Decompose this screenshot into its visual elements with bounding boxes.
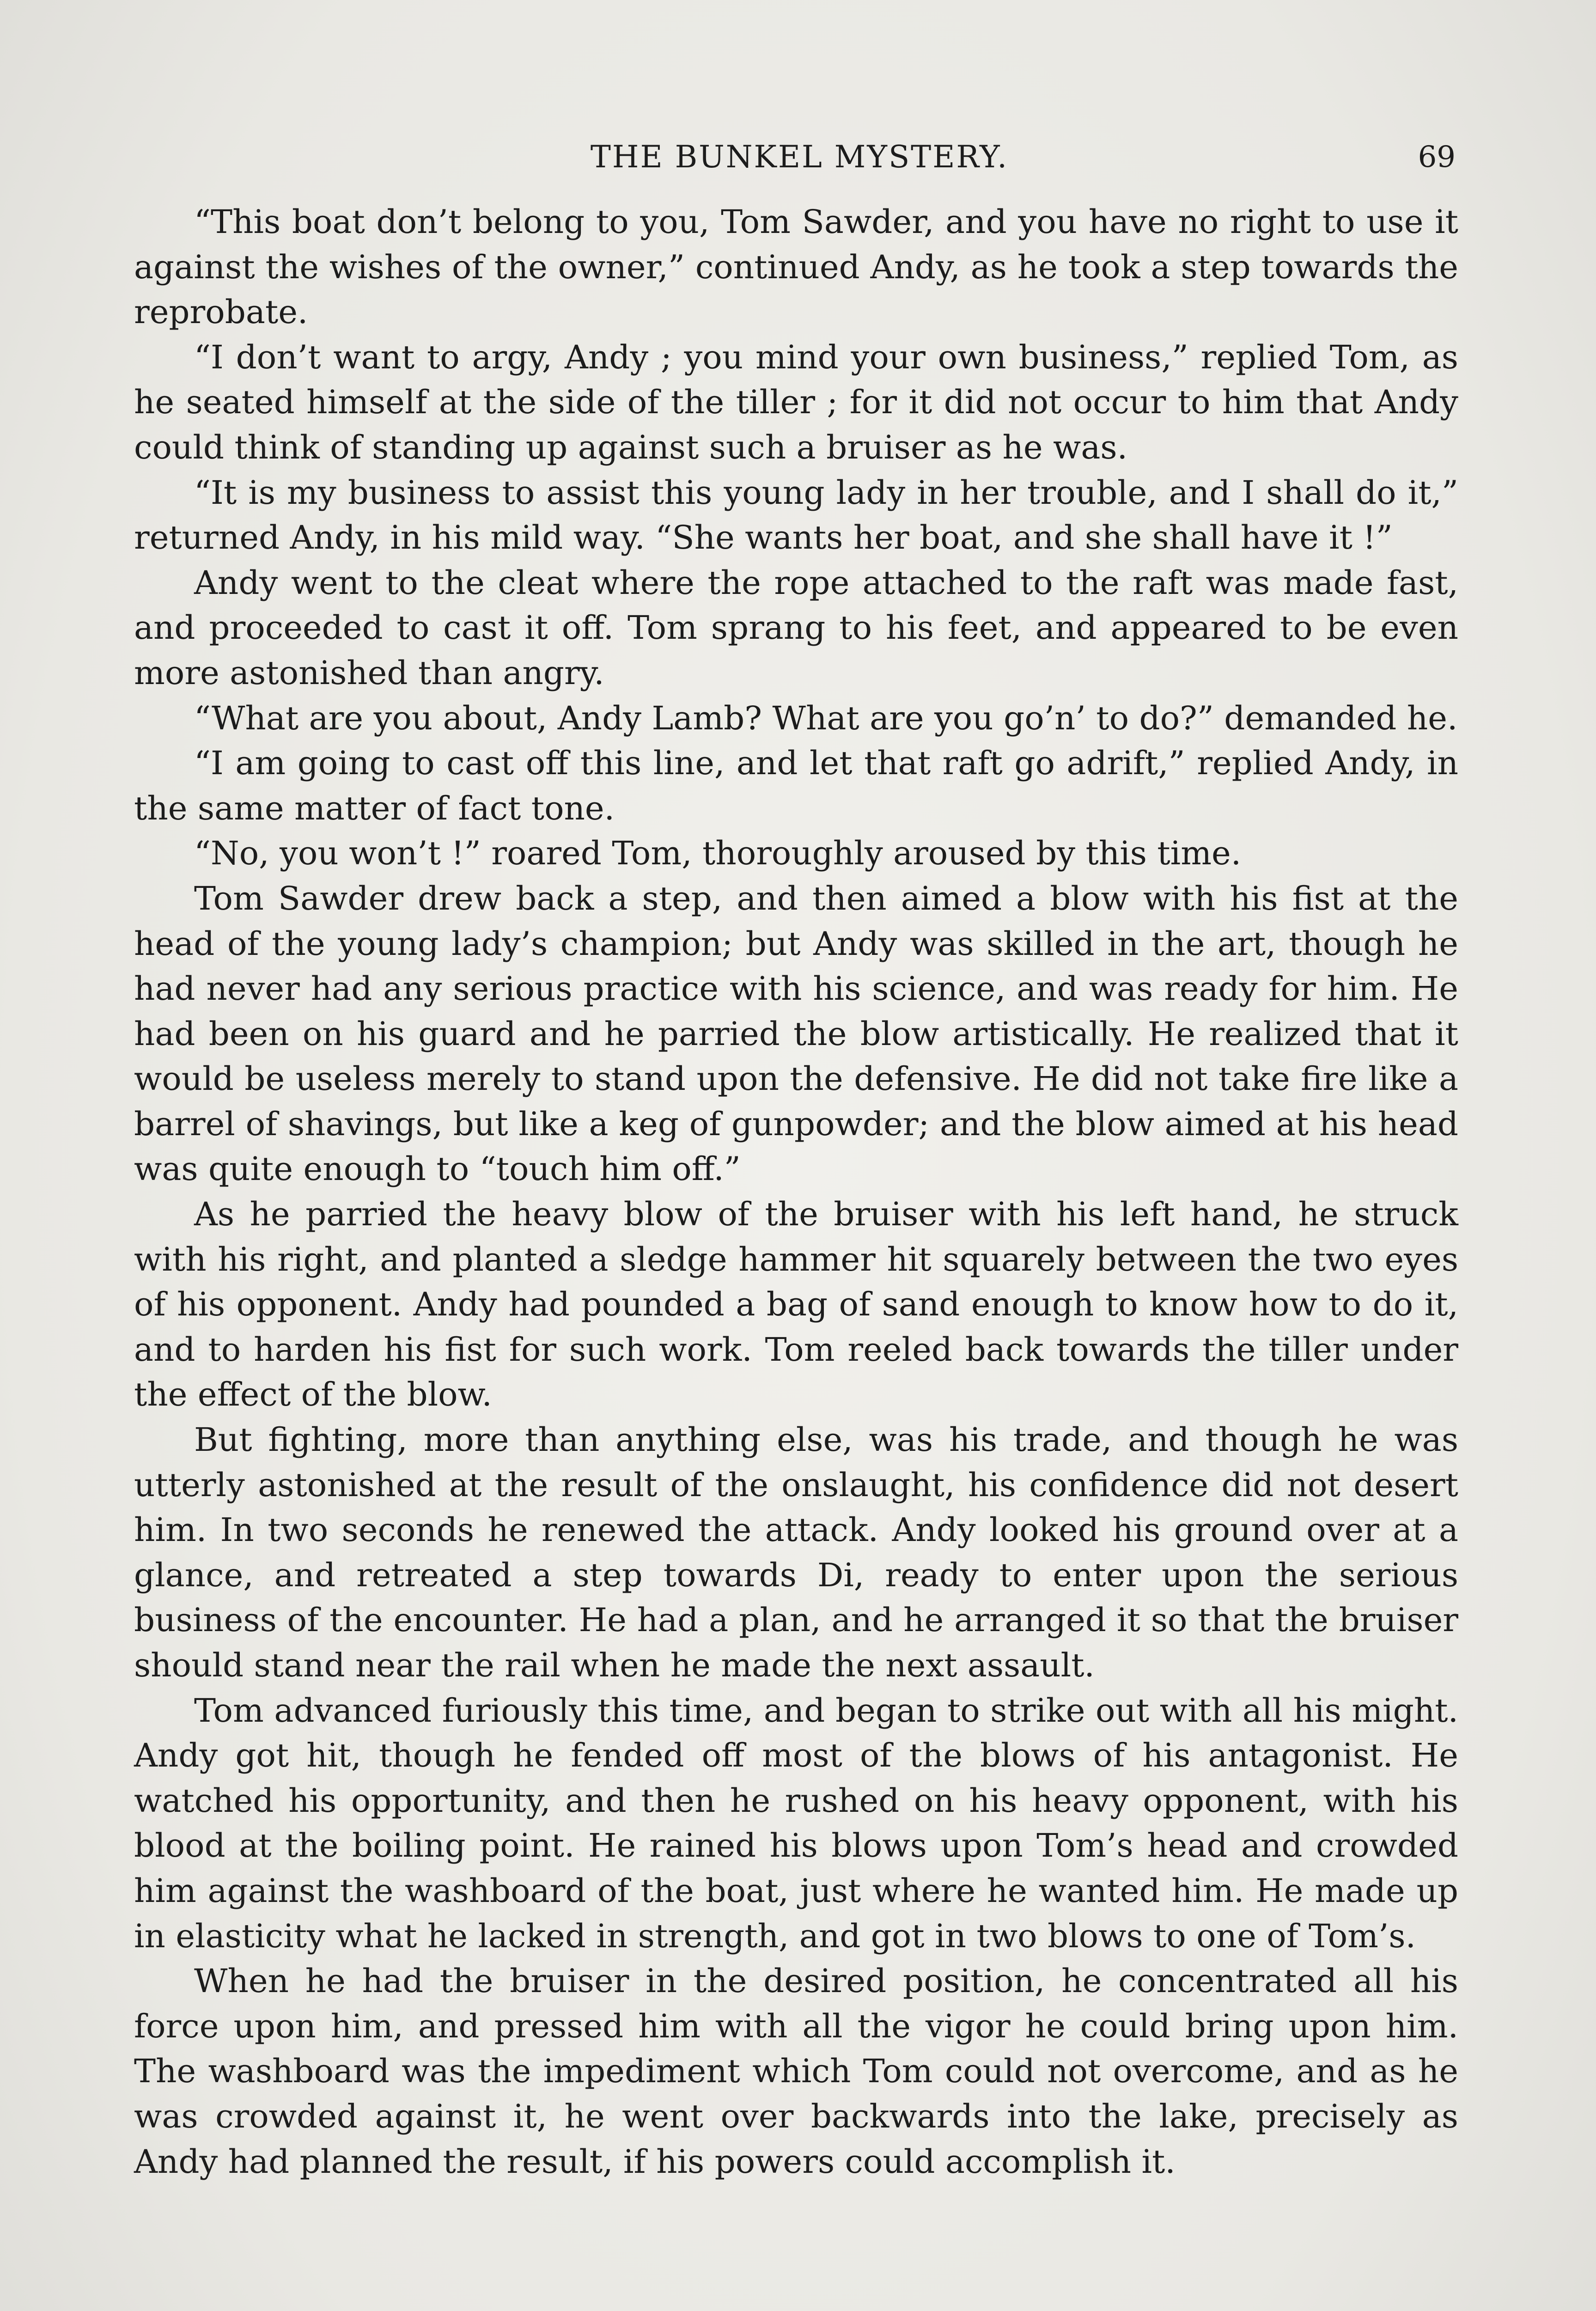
paragraph: When he had the bruiser in the desired position, he concentrated all his force upon him, and pressed him with all the vigor he could bring upon him. The washboard was the impediment which Tom could not overcome, and as he was crowded against it, he went over backwards into the lake, precisely as Andy had planned the result, if his powers could accomplish it. [134,1962,1458,2181]
paragraph: Andy went to the cleat where the rope attached to the raft was made fast, and proceeded to cast it off. Tom sprang to his feet, and appeared to be even more astonished than angry. [134,563,1458,692]
paragraph: “What are you about, Andy Lamb? What are you go’n’ to do?” demanded he. [194,699,1458,737]
paragraph: As he parried the heavy blow of the bruiser with his left hand, he struck with his right, and planted a sledge hammer hit squarely between the two eyes of his opponent. Andy had pounded a bag of sand enough to know how to do it, and to harden his fist for such work. Tom reeled back towards the tiller under the effect of the blow. [134,1195,1458,1414]
body-text [134,200,1458,2184]
paragraph: “I don’t want to argy, Andy ; you mind your own business,” replied Tom, as he seated himself at the side of the tiller ; for it did not occur to him that Andy could think of standing up against such a bruiser as he was. [134,338,1458,466]
paragraph: “This boat don’t belong to you, Tom Sawder, and you have no right to use it against the wishes of the owner,” continued Andy, as he took a step towards the reprobate. [134,203,1458,331]
paragraph: But fighting, more than anything else, was his trade, and though he was utterly astonished at the result of the onslaught, his confidence did not desert him. In two seconds he renewed the attack. Andy looked his ground over at a glance, and retreated a step towards Di, ready to enter upon the serious business of the encounter. He had a plan, and he arranged it so that the bruiser should stand near the rail when he made the next assault. [134,1421,1458,1684]
paragraph: Tom advanced furiously this time, and began to strike out with all his might. Andy got hit, though he fended off most of the blows of his antagonist. He watched his opportunity, and then he rushed on his heavy opponent, with his blood at the boiling point. He rained his blows upon Tom’s head and crowded him against the washboard of the boat, just where he wanted him. He made up in elasticity what he lacked in strength, and got in two blows to one of Tom’s. [134,1691,1458,1955]
paragraph: “I am going to cast off this line, and let that raft go adrift,” replied Andy, in the same matter of fact tone. [134,744,1458,827]
paragraph: “It is my business to assist this young lady in her trouble, and I shall do it,” returned Andy, in his mild way. “She wants her boat, and she shall have it !” [134,473,1458,557]
page-header [134,132,1465,183]
running-title: THE BUNKEL MYSTERY. [590,139,1009,175]
paragraph: “No, you won’t !” roared Tom, thoroughly aroused by this time. [194,834,1242,873]
paragraph: Tom Sawder drew back a step, and then aimed a blow with his fist at the head of the young lady’s champion; but Andy was skilled in the art, though he had never had any serious practice with his science, and was ready for him. He had been on his guard and he parried the blow artistically. He realized that it would be useless merely to stand upon the defensive. He did not take fire like a barrel of shavings, but like a keg of gunpowder; and the blow aimed at his head was quite enough to “touch him off.” [134,879,1458,1188]
page-number: 69 [1418,140,1456,174]
